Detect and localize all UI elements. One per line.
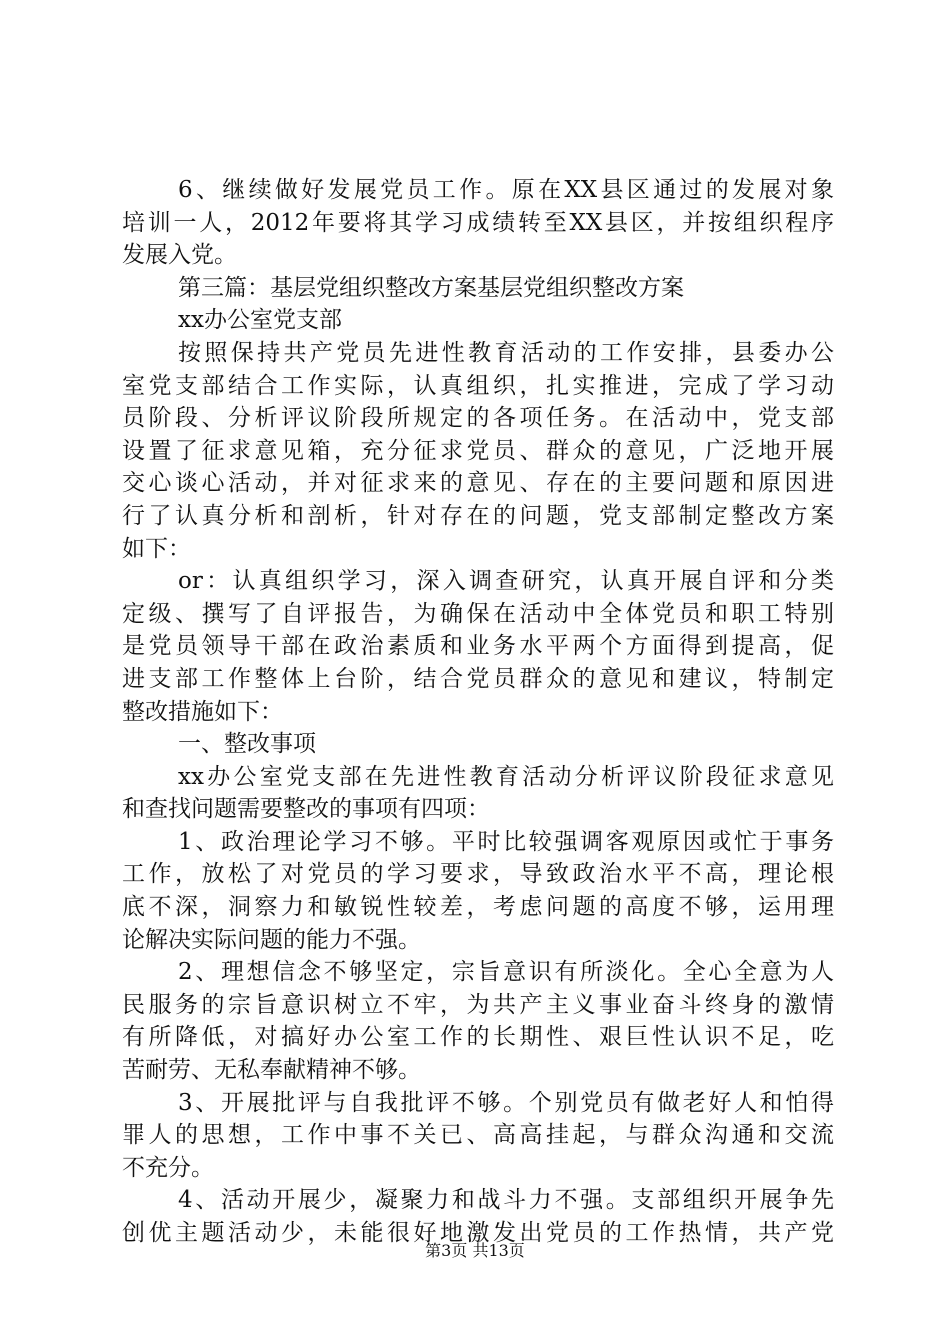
- text-line: 苦耐劳、无私奉献精神不够。: [122, 1057, 421, 1084]
- text-line: 民服务的宗旨意识树立不牢，为共产主义事业奋斗终身的激情: [122, 991, 834, 1018]
- text-line: 整改措施如下：: [122, 698, 283, 725]
- text-line: 不充分。: [122, 1154, 214, 1181]
- text-line: 1、政治理论学习不够。平时比较强调客观原因或忙于事务: [178, 828, 834, 855]
- text-line: 交心谈心活动，并对征求来的意见、存在的主要问题和原因进: [122, 470, 834, 497]
- text-line: 4、活动开展少，凝聚力和战斗力不强。支部组织开展争先: [178, 1187, 834, 1214]
- page-number-footer: 第3页 共13页: [425, 1241, 525, 1260]
- text-line: 创优主题活动少，未能很好地激发出党员的工作热情，共产党: [122, 1220, 834, 1246]
- text-line: 和查找问题需要整改的事项有四项：: [122, 796, 490, 823]
- text-line: xx办公室党支部: [178, 307, 342, 334]
- text-line: xx办公室党支部在先进性教育活动分析评议阶段征求意见: [178, 763, 834, 790]
- text-line: 一、整改事项: [178, 731, 316, 758]
- text-line: 是党员领导干部在政治素质和业务水平两个方面得到提高，促: [122, 633, 834, 660]
- text-line: 底不深，洞察力和敏锐性较差，考虑问题的高度不够，运用理: [122, 894, 834, 921]
- text-line: 2、理想信念不够坚定，宗旨意识有所淡化。全心全意为人: [178, 959, 834, 986]
- text-line: 第三篇：基层党组织整改方案基层党组织整改方案: [178, 274, 684, 301]
- text-line: 6、继续做好发展党员工作。原在XX县区通过的发展对象: [178, 177, 834, 203]
- text-line: 有所降低，对搞好办公室工作的长期性、艰巨性认识不足，吃: [122, 1024, 834, 1051]
- text-line: 进支部工作整体上台阶，结合党员群众的意见和建议，特制定: [122, 665, 834, 692]
- text-line: 设置了征求意见箱，充分征求党员、群众的意见，广泛地开展: [122, 437, 834, 464]
- text-line: 员阶段、分析评议阶段所规定的各项任务。在活动中，党支部: [122, 405, 834, 432]
- text-line: 3、开展批评与自我批评不够。个别党员有做老好人和怕得: [178, 1089, 834, 1116]
- text-line: 工作，放松了对党员的学习要求，导致政治水平不高，理论根: [122, 861, 834, 888]
- text-line: 定级、撰写了自评报告，为确保在活动中全体党员和职工特别: [122, 600, 834, 627]
- text-line: 按照保持共产党员先进性教育活动的工作安排，县委办公: [178, 339, 834, 366]
- text-line: 培训一人，2012年要将其学习成绩转至XX县区，并按组织程序: [122, 209, 834, 236]
- text-line: 论解决实际问题的能力不强。: [122, 926, 421, 953]
- document-body: [122, 174, 834, 1250]
- text-line: 室党支部结合工作实际，认真组织，扎实推进，完成了学习动: [122, 372, 834, 399]
- text-line: 罪人的思想，工作中事不关已、高高挂起，与群众沟通和交流: [122, 1122, 834, 1149]
- text-line: or：认真组织学习，深入调查研究，认真开展自评和分类: [178, 568, 834, 595]
- text-line: 行了认真分析和剖析，针对存在的问题，党支部制定整改方案: [122, 502, 834, 529]
- text-line: 发展入党。: [122, 242, 237, 269]
- text-line: 如下：: [122, 535, 191, 562]
